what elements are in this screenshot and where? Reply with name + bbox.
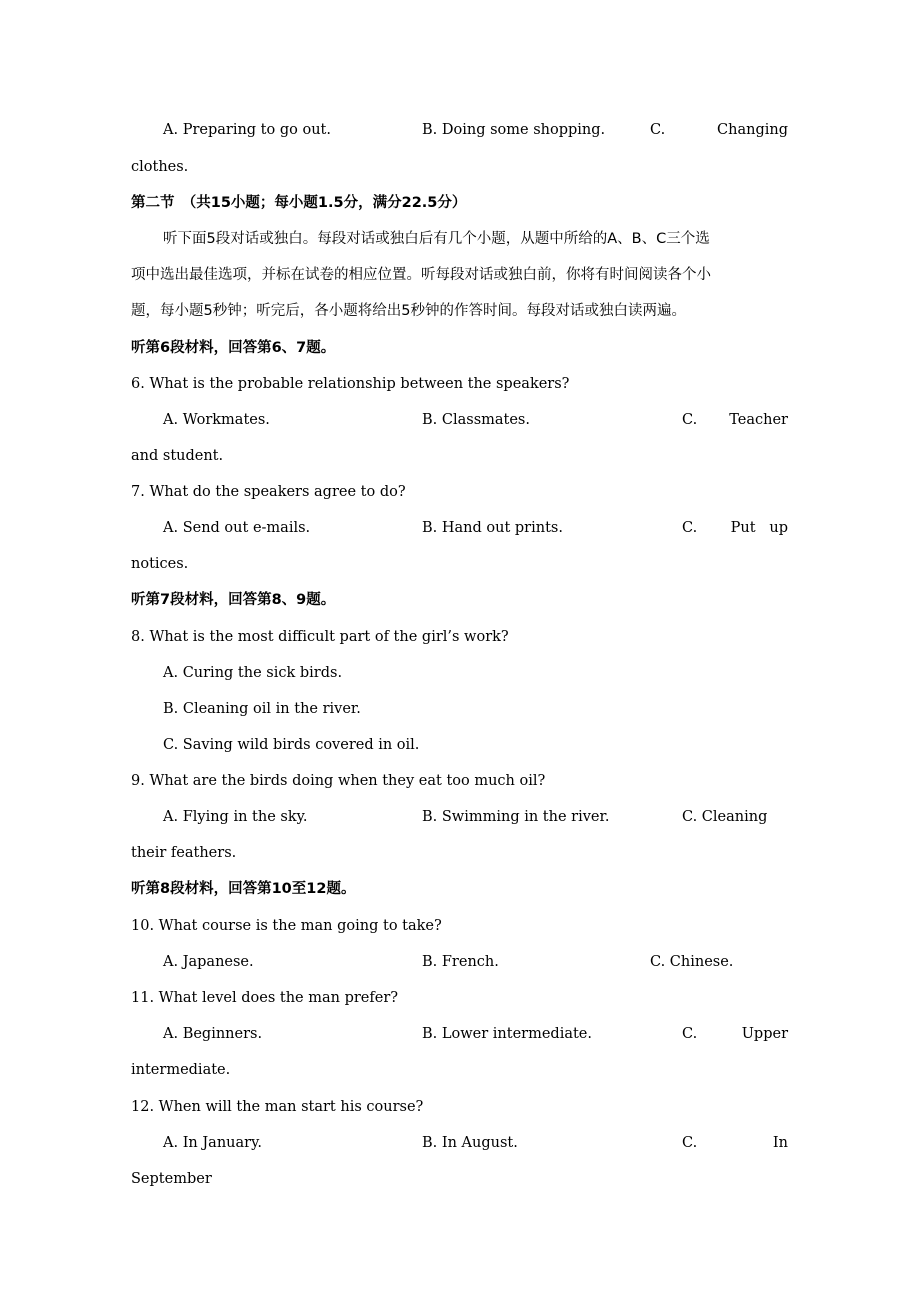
q6-option-b: B. Classmates. [422,412,530,428]
q11-stem: 11. What level does the man prefer? [131,990,399,1006]
q12-option-a: A. In January. [163,1135,262,1151]
q8-option-c: C. Saving wild birds covered in oil. [163,737,420,753]
q7-option-c-letter: C. [682,520,698,536]
q9-option-c-wrap: their feathers. [131,845,237,861]
group8-heading: 听第8段材料，回答第10至12题。 [131,881,356,897]
q11-option-c-wrap: intermediate. [131,1062,231,1078]
q6-option-c-letter: C. [682,412,698,428]
instruction-line-2: 项中选出最佳选项，并标在试卷的相应位置。听每段对话或独白前，你将有时间阅读各个小 [131,267,711,283]
q9-option-a: A. Flying in the sky. [163,809,308,825]
q9-stem: 9. What are the birds doing when they eat too much oil? [131,773,546,789]
q6-option-c-text: Teacher [729,412,788,428]
instruction-line-3: 题，每小题5秒钟；听完后，各小题将给出5秒钟的作答时间。每段对话或独白读两遍。 [131,303,686,319]
q5-option-b: B. Doing some shopping. [422,122,606,138]
q12-option-c-text: In [772,1135,788,1151]
group6-heading: 听第6段材料，回答第6、7题。 [131,340,336,356]
q11-option-c-letter: C. [682,1026,698,1042]
instruction-line-1: 听下面5段对话或独白。每段对话或独白后有几个小题，从题中所给的A、B、C三个选 [163,231,710,247]
q12-option-c-letter: C. [682,1135,698,1151]
q10-option-b: B. French. [422,954,499,970]
section-title: 第二节 （共15小题；每小题1.5分，满分22.5分） [131,195,467,211]
q12-option-c-wrap: September [131,1171,212,1187]
q5-option-c-letter: C. [650,122,666,138]
q10-option-a: A. Japanese. [163,954,254,970]
q8-option-b: B. Cleaning oil in the river. [163,701,361,717]
q7-option-c-wrap: notices. [131,556,189,572]
q10-stem: 10. What course is the man going to take? [131,918,442,934]
q12-stem: 12. When will the man start his course? [131,1099,424,1115]
q5-option-c-wrap: clothes. [131,159,189,175]
q12-option-b: B. In August. [422,1135,518,1151]
q7-option-c-text: Put up [730,520,788,536]
q9-option-c: C. Cleaning [682,809,768,825]
q11-option-c-text: Upper [741,1026,788,1042]
q6-option-a: A. Workmates. [163,412,270,428]
group7-heading: 听第7段材料，回答第8、9题。 [131,592,336,608]
q7-stem: 7. What do the speakers agree to do? [131,484,406,500]
q9-option-b: B. Swimming in the river. [422,809,610,825]
q11-option-a: A. Beginners. [163,1026,263,1042]
q6-option-c-wrap: and student. [131,448,224,464]
q7-option-b: B. Hand out prints. [422,520,563,536]
q8-stem: 8. What is the most difficult part of the girl’s work? [131,629,509,645]
q5-option-c-text: Changing [717,122,788,138]
q6-stem: 6. What is the probable relationship between the speakers? [131,376,570,392]
q10-option-c: C. Chinese. [650,954,734,970]
q5-option-a: A. Preparing to go out. [163,122,331,138]
q7-option-a: A. Send out e-mails. [163,520,311,536]
q11-option-b: B. Lower intermediate. [422,1026,592,1042]
q8-option-a: A. Curing the sick birds. [163,665,343,681]
